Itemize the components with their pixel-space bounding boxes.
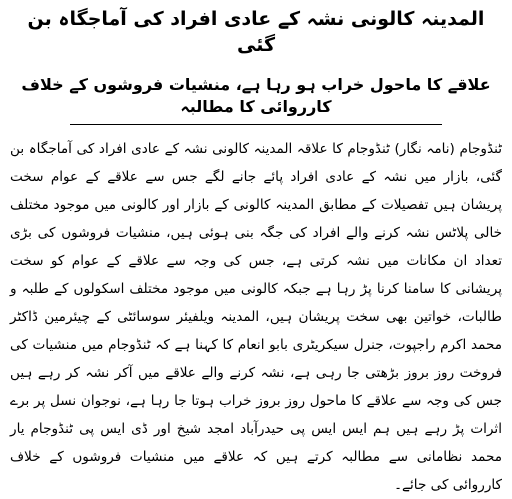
body-paragraph: ٹنڈوجام (نامہ نگار) ٹنڈوجام کا علاقہ المدینہ کالونی نشہ کے عادی افراد کی آماجگاہ بن گئی، بازار میں نشہ کے عادی افراد پائے جانے لگے جس سے علاقے کے عوام سخت پریشان ہیں تفصیلات کے مطابق المدینہ کالونی کے بازار اور کالونی میں موجود مختلف خالی پلاٹس نشہ کرنے والے افراد کی جگہ بنی ہوئی ہیں، منشیات فروشوں کی بڑی تعداد ان مکانات میں نشہ کرتی ہے، جس کی وجہ سے علاقے کے عوام کو سخت پریشانی کا سامنا کرنا پڑ رہا ہے جبکہ کالونی میں موجود مختلف اسکولوں کے طلبہ و طالبات، خواتین بھی سخت پریشان ہیں، المدینہ ویلفیئر سوسائٹی کے چیئرمین ڈاکٹر محمد اکرم راجپوت، جنرل سیکریٹری بابو انعام کا کہنا ہے کہ ٹنڈوجام میں منشیات کی فروخت روز بروز بڑھتی جا رہی ہے، نشہ کرنے والے علاقے میں آکر نشہ کر رہے ہیں جس کی وجہ سے علاقے کا ماحول روز بروز خراب ہوتا جا رہا ہے، نوجوان نسل پر برے اثرات پڑ رہے ہیں ہم ایس ایس پی حیدرآباد امجد شیخ اور ڈی ایس پی ٹنڈوجام یار محمد نظامانی سے مطالبہ کرتے ہیں کہ علاقے میں منشیات فروشوں کے خلاف کارروائی کی جائے۔ xyxy=(10,141,502,493)
subheadline-underline xyxy=(70,124,442,125)
article-body xyxy=(10,135,502,499)
headline: المدینہ کالونی نشہ کے عادی افراد کی آماجگاہ بن گئی xyxy=(27,8,485,56)
subheadline: علاقے کا ماحول خراب ہو رہا ہے، منشیات فروشوں کے خلاف کارروائی کا مطالبہ xyxy=(21,75,491,116)
